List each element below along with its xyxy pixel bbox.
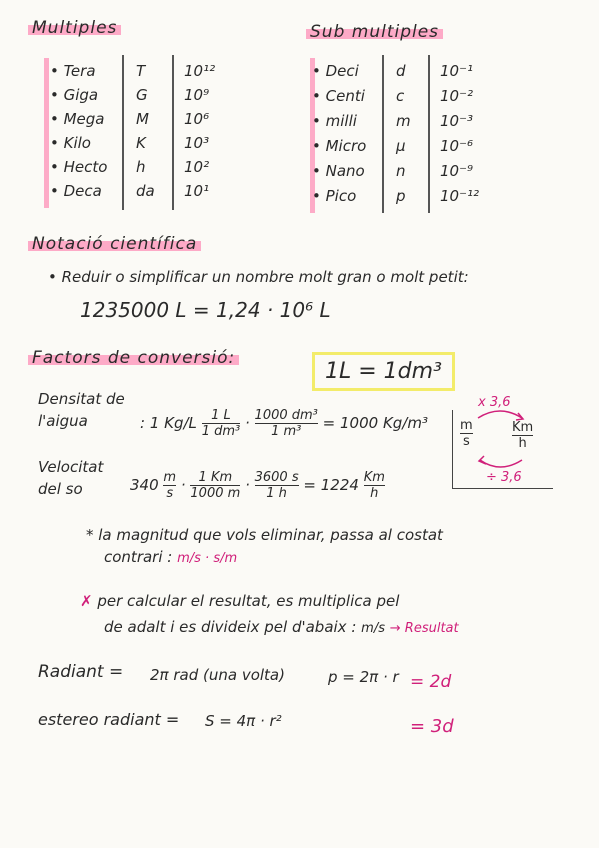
prefix-symbol: h [136,158,146,176]
densitat-value: : 1 Kg/L $\frac{1 L}{\text{1 dm³}}$ · $\frac{\text{1000 dm³}}{\text{1 m³}}$ = 1000 Kg/m³ [140,408,428,439]
prefix-symbol: K [136,134,146,152]
prefix-power: 10⁻³ [440,112,474,130]
radiant-dimension: = 2d [410,672,452,692]
liter-box: 1L = 1dm³ [312,352,455,391]
frac-num: 1 Km [198,470,233,485]
pink-margin-line [44,58,49,208]
densitat-val: 1 Kg/L [149,414,197,432]
prefix-power: 10⁻² [440,87,474,105]
prefix-name: • Deca [50,182,102,200]
frac-den: s [163,485,176,501]
note-2-line-1 [80,592,399,610]
densitat-label-2: l'aigua [38,412,88,430]
multiples-title: Multiples [28,18,121,38]
prefix-symbol: μ [396,137,406,155]
notacio-example: 1235000 L = 1,24 · 10⁶ L [80,298,331,322]
table-divider [122,55,124,210]
submultiples-title: Sub multiples [306,22,443,42]
frac-num: 1 L [211,408,231,423]
frac-den: s [460,433,473,449]
prefix-name: • Pico [312,187,357,205]
prefix-symbol: d [396,62,406,80]
note-2-result: → Resultat [389,621,459,636]
prefix-power: 10⁶ [184,110,210,128]
frac-den: h [512,435,533,451]
radiant-definition: 2π rad (una volta) [150,666,285,684]
diagram-multiply: x 3,6 [478,395,511,410]
prefix-symbol: da [136,182,155,200]
note-2-line-2 [104,618,459,636]
prefix-name: • milli [312,112,357,130]
note-2-expr: m/s [361,621,385,636]
estereo-label: estereo radiant = [38,710,180,729]
velocitat-result-unit [364,470,385,501]
prefix-power: 10¹ [184,182,210,200]
note-1-expr: m/s · s/m [177,551,238,566]
prefix-name: • Centi [312,87,365,105]
prefix-name: • Giga [50,86,99,104]
velocitat-val: 340 [130,476,159,494]
note-1-line-2 [104,548,237,566]
velocitat-fraction-1 [190,470,240,501]
prefix-symbol: M [136,110,149,128]
prefix-power: 10⁻¹ [440,62,474,80]
prefix-power: 10⁻¹² [440,187,480,205]
frac-num: 1000 dm³ [254,408,318,423]
notacio-text: • Reduir o simplificar un nombre molt gran o molt petit: [48,268,469,286]
note-1-line-1: * la magnitud que vols eliminar, passa al costat [86,526,443,544]
frac-den: h [364,485,385,501]
radiant-label: Radiant = [38,662,124,682]
prefix-name: • Micro [312,137,367,155]
velocitat-value: 340 $\frac{m}{s}$ · $\frac{1 Km}{1000 m}$ · $\frac{3600 s}{1 h}$ = 1224 $\frac{Km}{h}$ [130,470,385,501]
prefix-name: • Tera [50,62,96,80]
densitat-fraction-1 [202,408,241,439]
diagram-divide: ÷ 3,6 [486,470,522,485]
frac-den: 1 dm³ [201,424,241,439]
frac-num: Km [363,470,385,485]
densitat-fraction-2 [255,408,318,439]
prefix-symbol: n [396,162,406,180]
prefix-symbol: T [136,62,146,80]
prefix-power: 10¹² [184,62,216,80]
prefix-name: • Mega [50,110,105,128]
velocitat-fraction-2 [255,470,299,501]
frac-num: Km [512,420,534,435]
table-divider [172,55,174,210]
velocitat-label: Velocitat [38,458,104,476]
prefix-power: 10³ [184,134,210,152]
diagram-arrows [470,404,540,474]
densitat-result: = 1000 Kg/m³ [322,414,428,432]
frac-den: 1 m³ [255,423,318,439]
note-2-text: per calcular el resultat, es multiplica pel [97,592,400,610]
prefix-power: 10⁻⁹ [440,162,474,180]
velocitat-result: = 1224 [303,476,359,494]
table-divider [428,55,430,213]
densitat-label: Densitat de [38,390,125,408]
frac-num: m [460,418,473,433]
prefix-name: • Kilo [50,134,91,152]
prefix-symbol: m [396,112,411,130]
prefix-power: 10² [184,158,210,176]
prefix-name: • Deci [312,62,359,80]
prefix-symbol: G [136,86,148,104]
frac-den: 1000 m [190,486,241,501]
notacio-title: Notació científica [28,234,201,254]
prefix-symbol: c [396,87,405,105]
note-2-mark: ✗ [80,592,93,610]
estereo-dimension: = 3d [410,716,454,737]
frac-num: 3600 s [254,470,299,485]
frac-den: 1 h [255,485,299,501]
radiant-formula: p = 2π · r [328,668,399,686]
velocitat-unit [163,470,176,501]
estereo-formula: S = 4π · r² [205,712,282,730]
prefix-symbol: p [396,187,406,205]
note-1-label: contrari : [104,548,173,566]
frac-num: m [163,470,177,485]
prefix-power: 10⁻⁶ [440,137,474,155]
prefix-name: • Hecto [50,158,108,176]
note-2-label: de adalt i es divideix pel d'abaix : [104,618,357,636]
velocitat-label-2: del so [38,480,83,498]
table-divider [382,55,384,213]
prefix-name: • Nano [312,162,365,180]
factors-title: Factors de conversió: [28,348,239,368]
prefix-power: 10⁹ [184,86,210,104]
